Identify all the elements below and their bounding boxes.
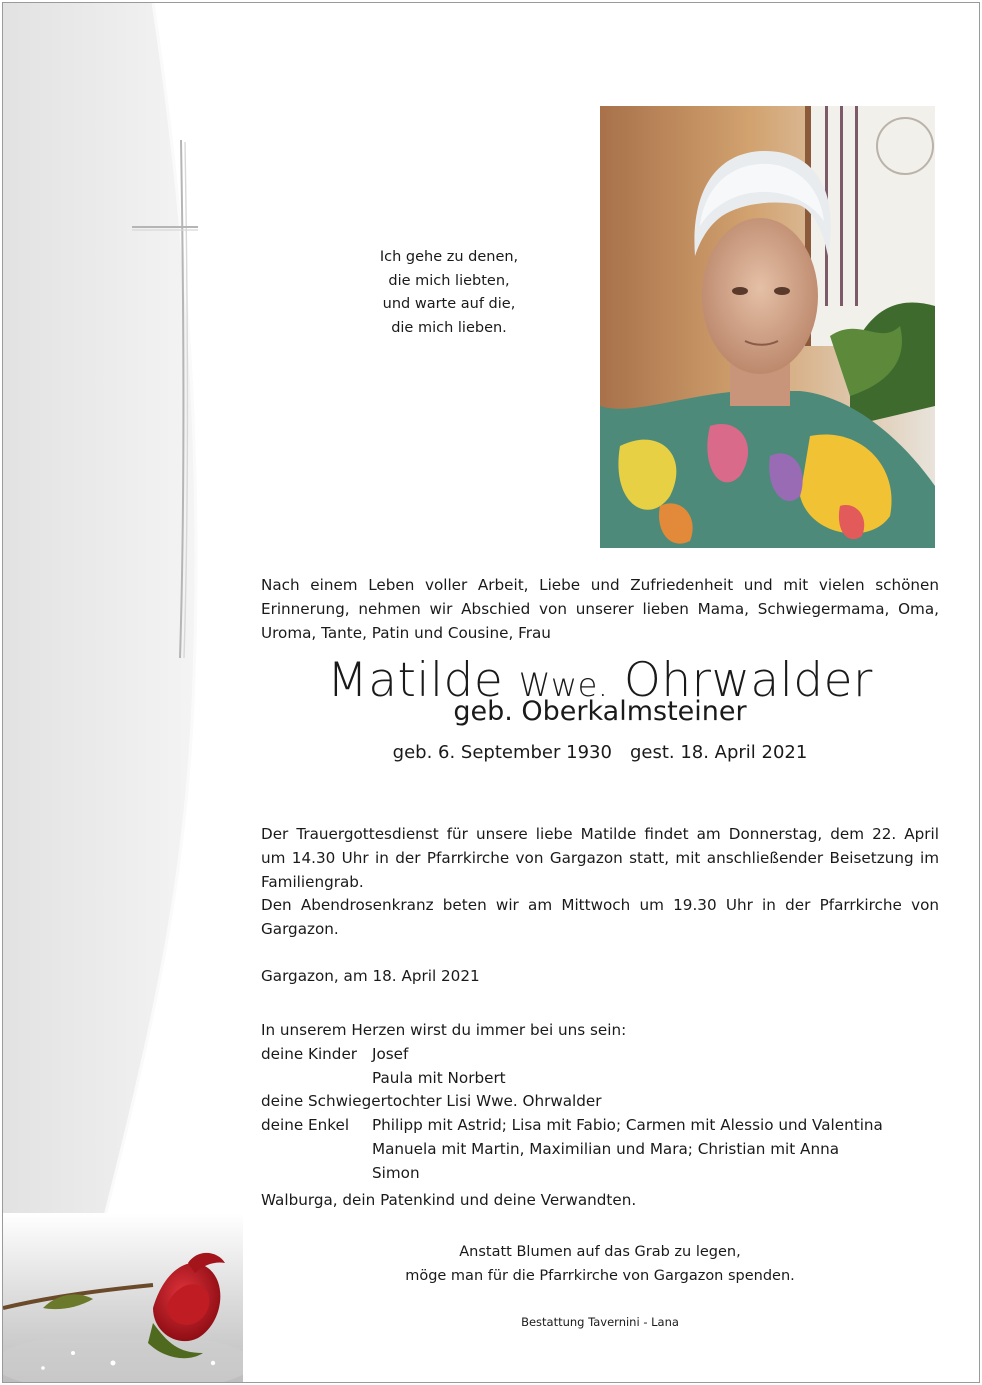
service-line: Familiengrab. <box>261 872 364 891</box>
rose-icon <box>3 1213 243 1383</box>
poem-line: die mich liebten, <box>388 272 510 289</box>
daughter-in-law: deine Schwiegertochter Lisi Wwe. Ohrwalder <box>261 1092 602 1111</box>
service-info <box>261 823 939 942</box>
service-line: Gargazon. <box>261 920 339 939</box>
family-list <box>261 1019 939 1186</box>
child-name: Paula mit Norbert <box>372 1068 506 1087</box>
flowers-line: Anstatt Blumen auf das Grab zu legen, <box>459 1244 741 1260</box>
grandchildren-line: Manuela mit Martin, Maximilian und Mara; Christian mit Anna <box>372 1139 840 1158</box>
grandchildren-line: Philipp mit Astrid; Lisa mit Fabio; Carmen mit Alessio und Valentina <box>372 1116 883 1135</box>
birth-date: geb. 6. September 1930 <box>392 742 612 763</box>
portrait-photo <box>600 106 935 548</box>
child-name: Josef <box>372 1044 409 1063</box>
obituary-card <box>2 2 980 1383</box>
undertaker: Bestattung Tavernini - Lana <box>521 1315 679 1329</box>
flowers-line: möge man für die Pfarrkirche von Gargazon spenden. <box>405 1267 795 1284</box>
grandchildren-label: deine Enkel <box>261 1116 350 1135</box>
life-dates <box>261 742 939 763</box>
poem-line: Ich gehe zu denen, <box>379 249 519 265</box>
children-label: deine Kinder <box>261 1044 358 1063</box>
family-intro: In unserem Herzen wirst du immer bei uns sein: <box>261 1021 627 1039</box>
service-line: Den Abendrosenkranz beten wir am Mittwoch um 19.30 Uhr in der Pfarrkirche von <box>261 896 939 915</box>
widow-title: Wwe. <box>518 666 609 704</box>
poem-line: und warte auf die, <box>382 296 516 312</box>
grandchildren-line: Simon <box>372 1163 420 1182</box>
service-line: um 14.30 Uhr in der Pfarrkirche von Gargazon statt, mit anschließender Beisetzung im <box>261 848 939 867</box>
flowers-note <box>261 1241 939 1288</box>
intro-line: Uroma, Tante, Patin und Cousine, Frau <box>261 623 551 642</box>
closing-line: Walburga, dein Patenkind und deine Verwandten. <box>261 1191 637 1209</box>
poem-line: die mich lieben. <box>391 319 507 336</box>
place-date: Gargazon, am 18. April 2021 <box>261 967 480 985</box>
last-name: Ohrwalder <box>623 653 873 708</box>
intro-text <box>261 574 939 645</box>
service-line: Der Trauergottesdienst für unsere liebe Matilde findet am Donnerstag, dem 22. April <box>261 825 939 843</box>
intro-line: Erinnerung, nehmen wir Abschied von unserer lieben Mama, Schwiegermama, Oma, <box>261 599 939 618</box>
intro-line: Nach einem Leben voller Arbeit, Liebe und Zufriedenheit und mit vielen schönen <box>261 576 939 594</box>
cross-icon <box>128 138 198 668</box>
maiden-name: geb. Oberkalmsteiner <box>453 696 747 727</box>
poem <box>303 246 595 340</box>
death-date: gest. 18. April 2021 <box>629 742 808 763</box>
first-name: Matilde <box>327 653 504 708</box>
